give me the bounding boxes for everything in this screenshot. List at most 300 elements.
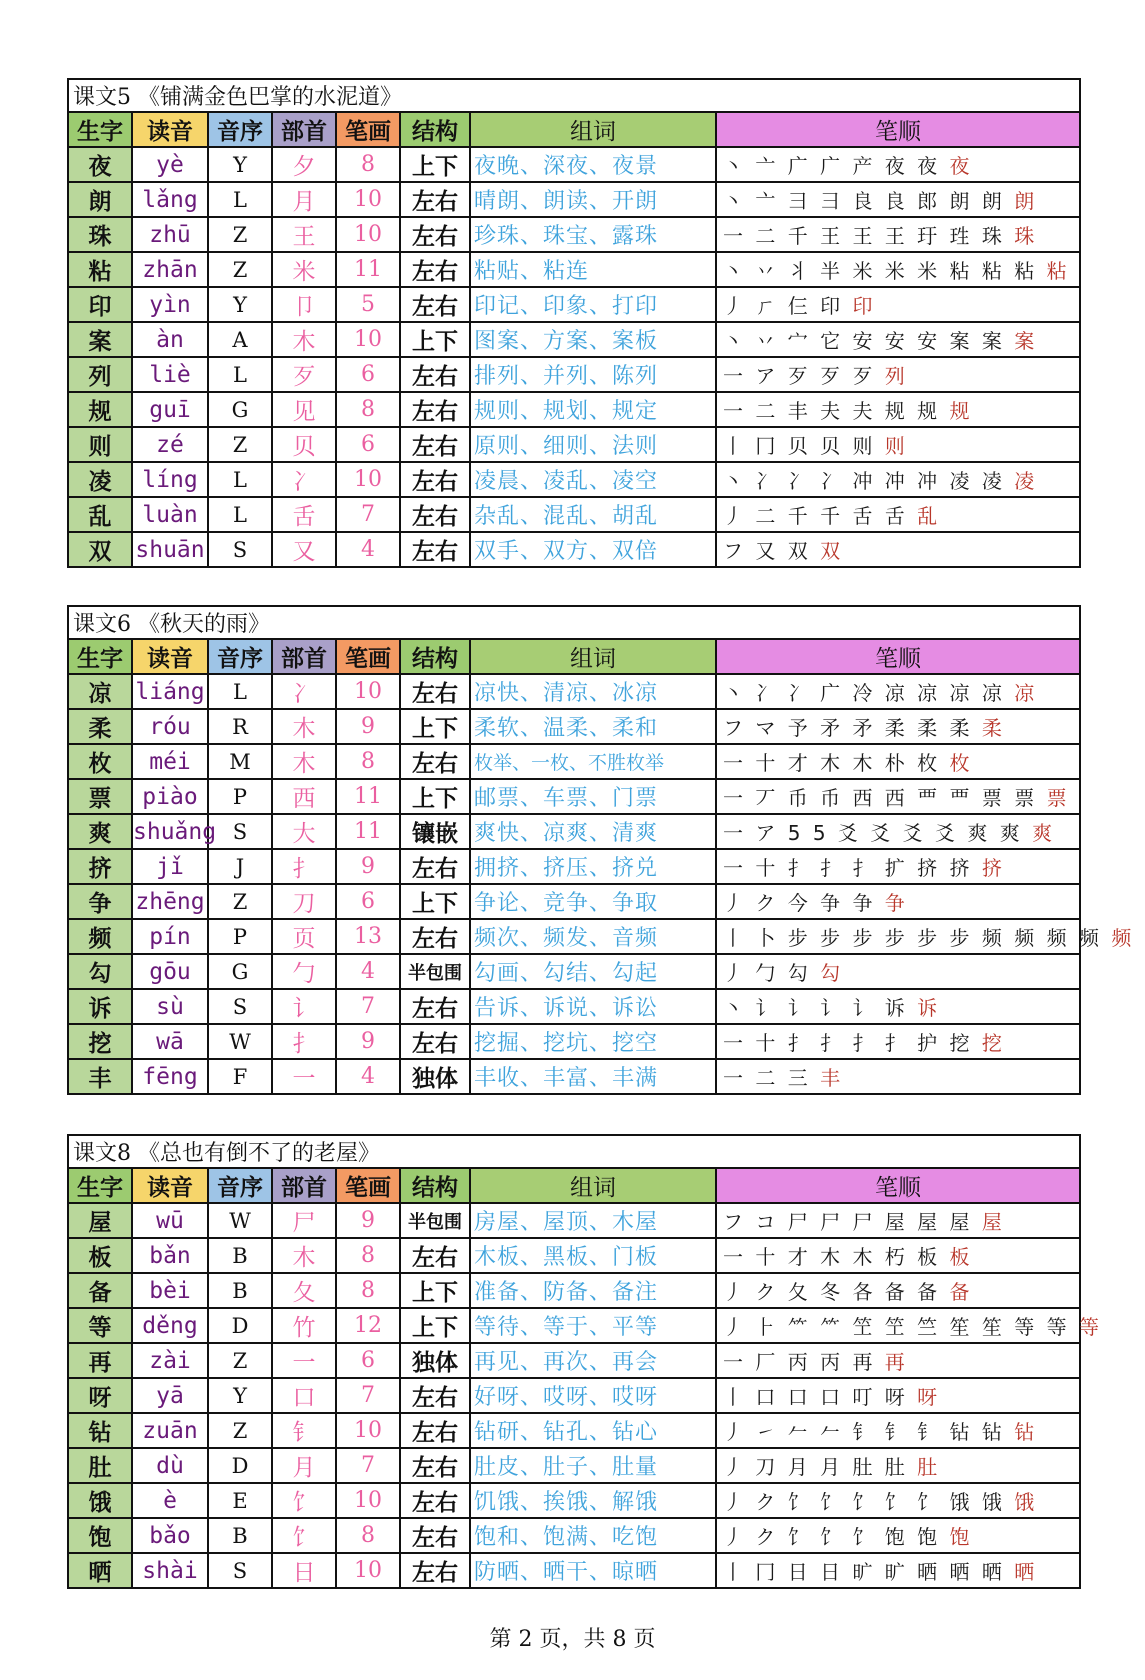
structure-cell: 上下 (400, 709, 470, 744)
stroke-step: 仨 (787, 294, 821, 318)
char-cell: 爽 (68, 814, 132, 849)
char-cell: 则 (68, 427, 132, 462)
stroke-step: 丿 (723, 1490, 756, 1514)
stroke-step: 米 (884, 259, 918, 283)
stroke-step: 千 (820, 504, 853, 528)
stroke-step: 粘 (981, 259, 1015, 283)
table-row (68, 989, 1080, 1024)
stroke-order-cell (716, 287, 1080, 322)
stroke-order-cell (716, 427, 1080, 462)
pinyin-cell: àn (132, 322, 208, 357)
stroke-step: 凉 (949, 681, 982, 705)
radical-cell: 月 (272, 182, 336, 217)
stroke-step: 广 (787, 154, 821, 178)
stroke-step: 叮 (852, 1385, 885, 1409)
words-cell: 挖掘、挖坑、挖空 (470, 1024, 716, 1059)
radical-cell: 饣 (272, 1483, 336, 1518)
structure-cell: 上下 (400, 1273, 470, 1308)
stroke-step: 一 (723, 1066, 756, 1090)
words-cell: 再见、再次、再会 (470, 1343, 716, 1378)
structure-cell: 左右 (400, 919, 470, 954)
stroke-step: 步 (917, 926, 950, 950)
stroke-order-cell (716, 849, 1080, 884)
stroke-step: 步 (949, 926, 982, 950)
stroke-count-cell: 9 (336, 709, 400, 744)
radical-cell: 米 (272, 252, 336, 287)
stroke-step: 呀 (917, 1385, 941, 1409)
stroke-step: 饣 (820, 1490, 853, 1514)
char-cell: 珠 (68, 217, 132, 252)
stroke-count-cell: 8 (336, 744, 400, 779)
stroke-order-cell (716, 709, 1080, 744)
stroke-step: 饣 (820, 1525, 853, 1549)
radical-cell: 冫 (272, 462, 336, 497)
stroke-step: 十 (755, 1245, 788, 1269)
stroke-step: 一 (723, 751, 756, 775)
words-cell: 等待、等于、平等 (470, 1308, 716, 1343)
stroke-step: 今 (787, 891, 821, 915)
char-cell: 夜 (68, 147, 132, 182)
stroke-step: 步 (852, 926, 885, 950)
stroke-count-cell: 7 (336, 497, 400, 532)
stroke-order-cell (716, 814, 1080, 849)
header-words: 组词 (470, 639, 716, 674)
stroke-step: 币 (787, 786, 821, 810)
stroke-count-cell: 4 (336, 1059, 400, 1094)
stroke-step: 日 (820, 1560, 853, 1584)
stroke-step: フ (723, 1210, 756, 1234)
stroke-step: 乱 (917, 504, 941, 528)
radical-cell: 月 (272, 1448, 336, 1483)
phonetic-order-cell: G (208, 392, 272, 427)
stroke-step: 十 (755, 751, 788, 775)
stroke-step: 列 (884, 364, 908, 388)
stroke-step: ⺮ (820, 1315, 853, 1339)
stroke-step: 一 (723, 399, 756, 423)
stroke-count-cell: 6 (336, 427, 400, 462)
stroke-step: 冫 (820, 469, 853, 493)
stroke-step: 刀 (755, 1455, 788, 1479)
stroke-step: 笁 (884, 1315, 918, 1339)
stroke-step: 争 (852, 891, 885, 915)
stroke-step: 朗 (981, 189, 1015, 213)
stroke-step: ㇀ (755, 1420, 788, 1444)
stroke-step: 冲 (884, 469, 918, 493)
phonetic-order-cell: D (208, 1308, 272, 1343)
pinyin-cell: zhēng (132, 884, 208, 919)
stroke-step: 丿 (723, 1315, 756, 1339)
stroke-step: 粘 (1014, 259, 1047, 283)
words-cell: 好呀、哎呀、哎呀 (470, 1378, 716, 1413)
structure-cell: 左右 (400, 532, 470, 567)
stroke-step: 千 (787, 504, 821, 528)
header-order: 音序 (208, 1168, 272, 1203)
char-cell: 丰 (68, 1059, 132, 1094)
table-row (68, 497, 1080, 532)
stroke-step: 步 (820, 926, 853, 950)
stroke-step: 彐 (787, 189, 821, 213)
stroke-step: 广 (820, 154, 853, 178)
table-row (68, 322, 1080, 357)
stroke-step: 亠 (755, 154, 788, 178)
stroke-step: 爻 (870, 821, 903, 845)
table-row (68, 709, 1080, 744)
stroke-step: 西 (884, 786, 918, 810)
structure-cell: 左右 (400, 1448, 470, 1483)
structure-cell: 左右 (400, 357, 470, 392)
structure-cell: 左右 (400, 462, 470, 497)
words-cell: 勾画、勾结、勾起 (470, 954, 716, 989)
stroke-step: 诉 (917, 996, 941, 1020)
header-structure: 结构 (400, 639, 470, 674)
stroke-step: 二 (755, 399, 788, 423)
char-cell: 凉 (68, 674, 132, 709)
stroke-step: 广 (820, 681, 853, 705)
stroke-step: 勹 (755, 961, 788, 985)
phonetic-order-cell: G (208, 954, 272, 989)
stroke-step: 珄 (949, 224, 982, 248)
radical-cell: 西 (272, 779, 336, 814)
stroke-step: 屋 (917, 1210, 950, 1234)
words-cell: 杂乱、混乱、胡乱 (470, 497, 716, 532)
stroke-step: 饣 (884, 1490, 918, 1514)
table-row (68, 1483, 1080, 1518)
char-cell: 勾 (68, 954, 132, 989)
stroke-order-cell (716, 497, 1080, 532)
table-row (68, 744, 1080, 779)
stroke-step: 丶 (723, 329, 756, 353)
words-cell: 凉快、清凉、冰凉 (470, 674, 716, 709)
stroke-order-cell (716, 1059, 1080, 1094)
words-cell: 晴朗、朗读、开朗 (470, 182, 716, 217)
phonetic-order-cell: L (208, 182, 272, 217)
stroke-step: 各 (852, 1280, 885, 1304)
phonetic-order-cell: B (208, 1273, 272, 1308)
stroke-step: 扌 (884, 1031, 918, 1055)
stroke-step: 钻 (949, 1420, 982, 1444)
table-row (68, 919, 1080, 954)
stroke-step: 十 (755, 1031, 788, 1055)
phonetic-order-cell: S (208, 532, 272, 567)
radical-cell: 卩 (272, 287, 336, 322)
header-radical: 部首 (272, 1168, 336, 1203)
stroke-step: 笁 (852, 1315, 885, 1339)
words-cell: 枚举、一枚、不胜枚举 (470, 744, 716, 779)
table-row (68, 462, 1080, 497)
stroke-count-cell: 11 (336, 252, 400, 287)
stroke-step: 十 (755, 856, 788, 880)
stroke-step: 丿 (723, 1420, 756, 1444)
pinyin-cell: zhān (132, 252, 208, 287)
char-cell: 板 (68, 1238, 132, 1273)
words-cell: 爽快、凉爽、清爽 (470, 814, 716, 849)
stroke-count-cell: 6 (336, 357, 400, 392)
stroke-step: 规 (884, 399, 918, 423)
stroke-step: 等 (1046, 1315, 1079, 1339)
structure-cell: 左右 (400, 1378, 470, 1413)
stroke-step: 王 (820, 224, 853, 248)
stroke-step: 千 (787, 224, 821, 248)
stroke-step: 爻 (934, 821, 968, 845)
radical-cell: 页 (272, 919, 336, 954)
char-cell: 呀 (68, 1378, 132, 1413)
stroke-order-cell (716, 252, 1080, 287)
stroke-step: 丶 (723, 469, 756, 493)
stroke-step: 备 (884, 1280, 918, 1304)
header-strokes: 笔画 (336, 639, 400, 674)
stroke-step: 钻 (1014, 1420, 1038, 1444)
header-stroke-order: 笔顺 (716, 639, 1080, 674)
structure-cell: 左右 (400, 1553, 470, 1588)
char-cell: 朗 (68, 182, 132, 217)
stroke-step: 一 (723, 364, 756, 388)
lesson-table (67, 605, 1135, 1095)
stroke-step: 月 (787, 1455, 821, 1479)
table-row (68, 287, 1080, 322)
stroke-count-cell: 4 (336, 532, 400, 567)
stroke-step: マ (755, 716, 788, 740)
phonetic-order-cell: R (208, 709, 272, 744)
stroke-order-cell (716, 532, 1080, 567)
stroke-step: 二 (755, 224, 788, 248)
stroke-step: 朗 (1014, 189, 1038, 213)
stroke-step: 频 (981, 926, 1015, 950)
stroke-order-cell (716, 744, 1080, 779)
stroke-order-cell (716, 322, 1080, 357)
stroke-step: 尸 (787, 1210, 821, 1234)
stroke-step: 丙 (787, 1350, 821, 1374)
header-words: 组词 (470, 1168, 716, 1203)
char-cell: 挖 (68, 1024, 132, 1059)
stroke-step: 夫 (852, 399, 885, 423)
stroke-step: 柔 (949, 716, 982, 740)
table-row (68, 392, 1080, 427)
stroke-step: ク (755, 1525, 788, 1549)
stroke-count-cell: 10 (336, 322, 400, 357)
stroke-step: 丬 (787, 259, 821, 283)
stroke-step: 凌 (981, 469, 1015, 493)
stroke-step: 覀 (917, 786, 950, 810)
phonetic-order-cell: Z (208, 884, 272, 919)
stroke-step: フ (723, 716, 756, 740)
stroke-step: 丿 (723, 1455, 756, 1479)
pinyin-cell: luàn (132, 497, 208, 532)
structure-cell: 上下 (400, 1308, 470, 1343)
char-cell: 凌 (68, 462, 132, 497)
phonetic-order-cell: P (208, 919, 272, 954)
stroke-step: 饿 (1014, 1490, 1038, 1514)
stroke-count-cell: 12 (336, 1308, 400, 1343)
table-row (68, 884, 1080, 919)
structure-cell: 左右 (400, 744, 470, 779)
stroke-step: 再 (852, 1350, 885, 1374)
table-row (68, 849, 1080, 884)
stroke-step: 一 (723, 821, 756, 845)
stroke-step: 饣 (852, 1525, 885, 1549)
stroke-count-cell: 7 (336, 1448, 400, 1483)
stroke-step: 争 (884, 891, 908, 915)
stroke-step: 一 (723, 224, 756, 248)
header-pinyin: 读音 (132, 639, 208, 674)
char-cell: 票 (68, 779, 132, 814)
stroke-count-cell: 4 (336, 954, 400, 989)
structure-cell: 左右 (400, 1518, 470, 1553)
words-cell: 饱和、饱满、吃饱 (470, 1518, 716, 1553)
stroke-step: 笙 (949, 1315, 982, 1339)
stroke-step: 竺 (917, 1315, 950, 1339)
header-char: 生字 (68, 1168, 132, 1203)
stroke-step: 枚 (917, 751, 950, 775)
stroke-step: 良 (852, 189, 885, 213)
stroke-step: 频 (1111, 926, 1135, 950)
header-radical: 部首 (272, 639, 336, 674)
char-cell: 挤 (68, 849, 132, 884)
phonetic-order-cell: S (208, 1553, 272, 1588)
stroke-step: 屋 (949, 1210, 982, 1234)
pinyin-cell: pín (132, 919, 208, 954)
stroke-step: ⺮ (787, 1315, 821, 1339)
words-cell: 频次、频发、音频 (470, 919, 716, 954)
header-structure: 结构 (400, 112, 470, 147)
table-row (68, 954, 1080, 989)
stroke-step: 朗 (949, 189, 982, 213)
stroke-step: 夫 (820, 399, 853, 423)
stroke-step: 丰 (787, 399, 821, 423)
stroke-step: 爽 (967, 821, 1000, 845)
phonetic-order-cell: P (208, 779, 272, 814)
stroke-count-cell: 10 (336, 1483, 400, 1518)
stroke-step: 矛 (852, 716, 885, 740)
table-row (68, 1308, 1080, 1343)
stroke-step: 冷 (852, 681, 885, 705)
header-char: 生字 (68, 639, 132, 674)
stroke-step: 夜 (917, 154, 950, 178)
char-cell: 诉 (68, 989, 132, 1024)
stroke-step: 晒 (949, 1560, 982, 1584)
radical-cell: 木 (272, 1238, 336, 1273)
table-row (68, 779, 1080, 814)
stroke-step: 凉 (981, 681, 1015, 705)
stroke-step: 才 (787, 751, 821, 775)
header-structure: 结构 (400, 1168, 470, 1203)
stroke-step: 饿 (981, 1490, 1015, 1514)
stroke-order-cell (716, 1308, 1102, 1343)
stroke-step: 争 (820, 891, 853, 915)
stroke-step: 讠 (755, 996, 788, 1020)
phonetic-order-cell: Z (208, 1343, 272, 1378)
pinyin-cell: bǎo (132, 1518, 208, 1553)
table-row (68, 1273, 1080, 1308)
stroke-step: 舌 (884, 504, 918, 528)
stroke-step: 勾 (820, 961, 844, 985)
stroke-count-cell: 11 (336, 779, 400, 814)
table-row (68, 357, 1080, 392)
words-cell: 肚皮、肚子、肚量 (470, 1448, 716, 1483)
stroke-step: 案 (981, 329, 1015, 353)
stroke-step: 饱 (917, 1525, 950, 1549)
radical-cell: 木 (272, 744, 336, 779)
stroke-step: 歹 (787, 364, 821, 388)
stroke-step: 饱 (884, 1525, 918, 1549)
radical-cell: 竹 (272, 1308, 336, 1343)
pinyin-cell: guī (132, 392, 208, 427)
stroke-order-cell (716, 1273, 1080, 1308)
header-order: 音序 (208, 639, 272, 674)
phonetic-order-cell: L (208, 497, 272, 532)
table-row (68, 1413, 1080, 1448)
radical-cell: 见 (272, 392, 336, 427)
stroke-step: 扌 (787, 1031, 821, 1055)
stroke-step: 凌 (1014, 469, 1038, 493)
stroke-order-cell (716, 989, 1080, 1024)
stroke-step: 丨 (723, 1385, 756, 1409)
stroke-step: 尸 (820, 1210, 853, 1234)
pinyin-cell: piào (132, 779, 208, 814)
pinyin-cell: è (132, 1483, 208, 1518)
structure-cell: 半包围 (400, 1203, 470, 1238)
phonetic-order-cell: W (208, 1024, 272, 1059)
structure-cell: 左右 (400, 497, 470, 532)
pinyin-cell: wā (132, 1024, 208, 1059)
words-cell: 丰收、丰富、丰满 (470, 1059, 716, 1094)
header-pinyin: 读音 (132, 112, 208, 147)
stroke-step: 丶 (723, 154, 756, 178)
stroke-step: 一 (723, 1350, 756, 1374)
stroke-step: 挤 (981, 856, 1005, 880)
stroke-step: 西 (852, 786, 885, 810)
stroke-step: 挤 (949, 856, 982, 880)
structure-cell: 左右 (400, 1024, 470, 1059)
radical-cell: 一 (272, 1343, 336, 1378)
char-cell: 饱 (68, 1518, 132, 1553)
structure-cell: 镶嵌 (400, 814, 470, 849)
pinyin-cell: sù (132, 989, 208, 1024)
stroke-step: 规 (949, 399, 973, 423)
stroke-step: 票 (981, 786, 1015, 810)
stroke-step: 护 (917, 1031, 950, 1055)
stroke-step: 丿 (723, 504, 756, 528)
stroke-step: 夜 (949, 154, 973, 178)
pinyin-cell: fēng (132, 1059, 208, 1094)
pinyin-cell: yā (132, 1378, 208, 1413)
stroke-step: 朽 (884, 1245, 918, 1269)
stroke-step: 𠂉 (787, 1420, 821, 1444)
pinyin-cell: róu (132, 709, 208, 744)
stroke-step: 晒 (917, 1560, 950, 1584)
stroke-step: 扩 (884, 856, 918, 880)
char-cell: 晒 (68, 1553, 132, 1588)
stroke-step: 爻 (837, 821, 871, 845)
stroke-step: ⺊ (755, 1315, 788, 1339)
table-row (68, 182, 1080, 217)
radical-cell: 木 (272, 709, 336, 744)
stroke-step: 冂 (755, 1560, 788, 1584)
radical-cell: 木 (272, 322, 336, 357)
stroke-step: 备 (949, 1280, 973, 1304)
header-strokes: 笔画 (336, 1168, 400, 1203)
stroke-step: 口 (755, 1385, 788, 1409)
header-words: 组词 (470, 112, 716, 147)
structure-cell: 独体 (400, 1343, 470, 1378)
char-cell: 案 (68, 322, 132, 357)
stroke-order-cell (716, 357, 1080, 392)
stroke-step: 钻 (981, 1420, 1015, 1444)
stroke-step: 粘 (1046, 259, 1070, 283)
char-cell: 备 (68, 1273, 132, 1308)
table-row (68, 674, 1080, 709)
table-row (68, 1059, 1080, 1094)
stroke-step: 𠂉 (820, 1420, 853, 1444)
